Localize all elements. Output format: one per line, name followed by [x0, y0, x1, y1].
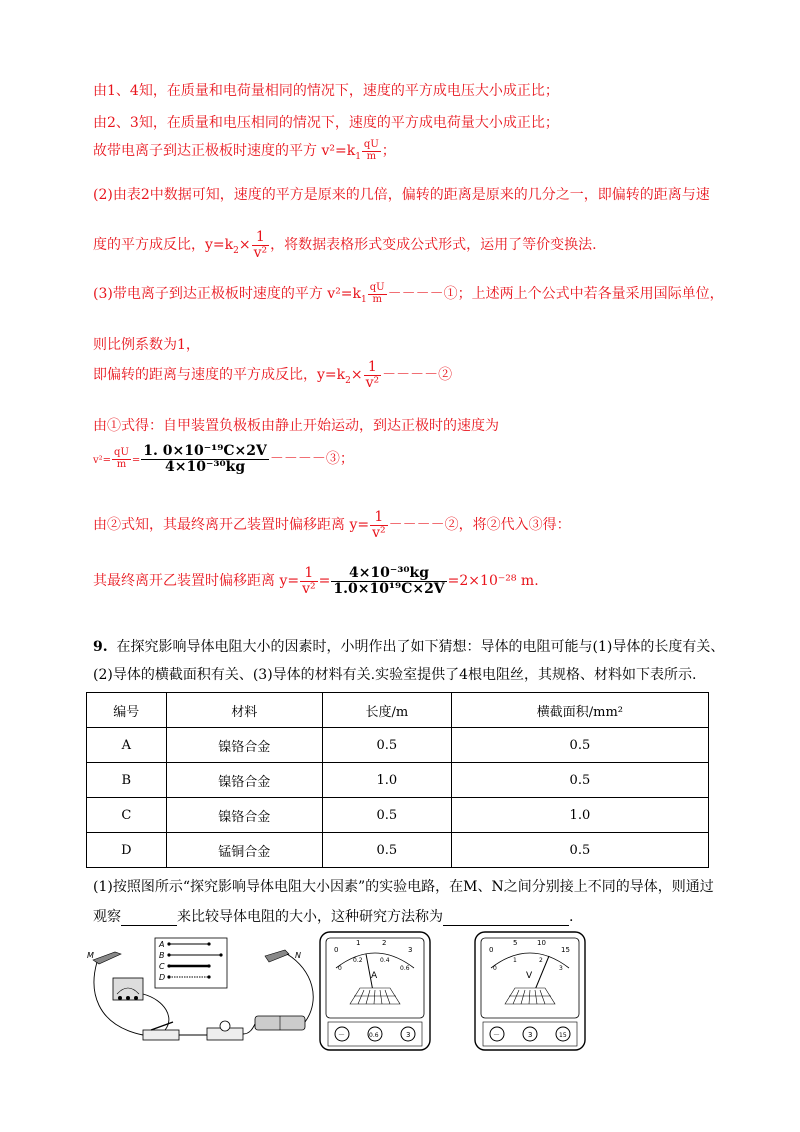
voltmeter-scale-top: 0	[489, 946, 494, 954]
solution-line-11	[93, 510, 571, 540]
solution-line-10	[93, 444, 354, 474]
wire-board-frame	[155, 938, 227, 988]
solution-line-5	[93, 230, 597, 260]
voltmeter-scale-bottom: 2	[539, 957, 543, 964]
ammeter-knob	[118, 996, 122, 1000]
line10-fraction-2	[141, 444, 269, 474]
solution-line-3	[93, 140, 396, 162]
line8-den: v²	[365, 374, 380, 391]
ammeter-scale-top: 3	[408, 946, 413, 954]
table-header: 横截面积/mm²	[451, 693, 708, 728]
sub-question-1-line-1: (1)按照图所示“探究影响导体电阻大小因素”的实验电路，在M、N之间分别接上不同的导体，则通过	[93, 879, 714, 895]
table-cell: D	[87, 833, 167, 868]
wire-node	[219, 953, 222, 956]
line11-den: v²	[372, 524, 386, 541]
ammeter-knob	[126, 996, 130, 1000]
voltmeter-terminal-label: 3	[528, 1031, 533, 1039]
circuit-wire	[243, 1024, 255, 1034]
ammeter-terminal-label: 0.6	[369, 1032, 379, 1039]
answer-blank-1[interactable]	[121, 909, 177, 926]
line6-num: qU	[369, 282, 385, 293]
line5-num: 1	[252, 230, 270, 246]
line8-num: 1	[364, 360, 382, 376]
line8-times: ×	[350, 367, 363, 384]
voltmeter-terminal-label: －	[493, 1031, 500, 1039]
solution-line-4: (2)由表2中数据可知，速度的平方是原来的几倍，偏转的距离是原来的几分之一，即偏转的距离与速	[93, 187, 710, 203]
table-header-row	[87, 693, 709, 728]
sub-question-1-line-2	[93, 906, 573, 926]
solution-line-12	[93, 566, 539, 596]
line10-fraction-1	[112, 448, 131, 470]
wire-label: D	[159, 973, 166, 982]
table-header: 材料	[166, 693, 322, 728]
line3-den: m	[366, 150, 377, 162]
question-number: 9.	[93, 639, 108, 655]
table-row	[87, 763, 709, 798]
line11-suffix: －－－－②，将②代入③得：	[388, 517, 571, 534]
circuit-wire	[287, 954, 313, 1022]
line10-f1-den: m	[116, 458, 127, 470]
voltmeter	[475, 932, 585, 1050]
line12-suffix: =2×10⁻²⁸ m.	[447, 573, 539, 590]
table-cell: 0.5	[451, 763, 708, 798]
line3-prefix: 故带电离子到达正极板时速度的平方 v²=k	[93, 143, 356, 159]
ammeter-scale-top: 2	[382, 939, 387, 947]
sub1-text-b: 来比较导体电阻的大小，这种研究方法称为	[177, 909, 443, 925]
line10-prefix: v²=	[93, 455, 112, 467]
ammeter-terminal-label: －	[338, 1031, 345, 1039]
line11-fraction	[370, 510, 388, 540]
table-cell: 0.5	[451, 833, 708, 868]
table-cell: 镍铬合金	[166, 798, 322, 833]
line5-prefix: 度的平方成反比，y=k	[93, 237, 234, 254]
experiment-figure	[85, 930, 605, 1060]
line8-suffix: －－－－②	[382, 367, 453, 384]
ammeter-scale-bottom: 0.4	[380, 957, 390, 964]
wire-node	[207, 964, 210, 967]
wire-node	[167, 953, 170, 956]
ammeter-scale-bottom: 0.2	[353, 957, 363, 964]
table-cell: 0.5	[322, 728, 451, 763]
line10-suffix: －－－－③；	[269, 451, 354, 468]
line8-prefix: 即偏转的距离与速度的平方成反比，y=k	[93, 367, 346, 384]
table-cell: 0.5	[322, 833, 451, 868]
ammeter-unit: A	[371, 971, 378, 981]
line3-fraction	[362, 140, 381, 162]
line5-den: v²	[253, 244, 268, 261]
line8-sub: 2	[345, 375, 351, 386]
line10-f2-num: 1. 0×10⁻¹⁹C×2V	[143, 443, 267, 459]
line12-f2-den: 1.0×10¹⁹C×2V	[333, 580, 445, 597]
line10-f1-num: qU	[114, 447, 129, 459]
line5-suffix: ，将数据表格形式变成公式形式，运用了等价变换法.	[270, 237, 597, 254]
table-cell: 1.0	[322, 763, 451, 798]
line3-num: qU	[363, 139, 379, 150]
ammeter-scale-top: 0	[334, 946, 339, 954]
line5-sub: 2	[233, 245, 239, 256]
table-cell: 0.5	[451, 728, 708, 763]
table-cell: 镍铬合金	[166, 763, 322, 798]
line12-prefix: 其最终离开乙装置时偏移距离 y=	[93, 573, 300, 590]
wire-node	[207, 942, 210, 945]
wire-label: B	[159, 951, 165, 960]
line12-fraction-1	[300, 566, 318, 596]
table-cell: 1.0	[451, 798, 708, 833]
voltmeter-scale-bottom: 0	[493, 965, 497, 972]
voltmeter-scale-bottom: 1	[513, 957, 517, 964]
voltmeter-scale-top: 10	[537, 939, 546, 947]
table-cell: 镍铬合金	[166, 728, 322, 763]
switch-lever	[151, 1022, 173, 1030]
switch	[143, 1030, 179, 1040]
line5-fraction	[252, 230, 270, 260]
line10-f2-den: 4×10⁻³⁰kg	[165, 458, 246, 475]
table-row	[87, 798, 709, 833]
answer-blank-2[interactable]	[443, 909, 569, 926]
line12-eq: =	[318, 573, 331, 590]
line3-sub: 1	[355, 151, 361, 162]
voltmeter-unit: V	[526, 971, 533, 981]
table-header: 长度/m	[322, 693, 451, 728]
solution-line-2: 由2、3知，在质量和电压相同的情况下，速度的平方成电荷量大小成正比；	[93, 115, 559, 131]
bulb	[220, 1021, 230, 1031]
ammeter-scale-bottom: 0	[338, 965, 342, 972]
solution-line-7: 则比例系数为1，	[93, 337, 200, 353]
resistance-wire-board	[155, 938, 227, 988]
line11-prefix: 由②式知，其最终离开乙装置时偏移距离 y=	[93, 517, 370, 534]
line6-fraction	[368, 283, 387, 305]
solution-line-1: 由1、4知，在质量和电荷量相同的情况下，速度的平方成电压大小成正比；	[93, 83, 559, 99]
question-9-text-1	[93, 636, 724, 656]
sub1-text-a: 观察	[93, 909, 121, 925]
table-cell: A	[87, 728, 167, 763]
voltmeter-scale-top: 15	[561, 946, 570, 954]
question-text-1: 在探究影响导体电阻大小的因素时，小明作出了如下猜想：导体的电阻可能与(1)导体的长度有关、	[116, 639, 725, 655]
solution-line-8	[93, 360, 452, 390]
line11-num: 1	[370, 510, 388, 526]
wire-node	[167, 964, 170, 967]
line12-f1-num: 1	[300, 566, 318, 582]
wire-node	[207, 975, 210, 978]
line12-f1-den: v²	[302, 580, 316, 597]
terminal-n-label: N	[295, 951, 301, 960]
wire-label: C	[159, 962, 165, 971]
clip-n	[265, 950, 289, 962]
ammeter-knob	[134, 996, 138, 1000]
line5-times: ×	[238, 237, 251, 254]
line6-sub: 1	[361, 294, 367, 305]
sub1-text-c: .	[569, 909, 574, 925]
ammeter	[320, 932, 430, 1050]
table-cell: 锰铜合金	[166, 833, 322, 868]
table-row	[87, 728, 709, 763]
table-row	[87, 833, 709, 868]
terminal-m-label: M	[87, 951, 94, 960]
ammeter-scale-top: 1	[356, 939, 361, 947]
voltmeter-scale-top: 5	[513, 939, 518, 947]
ammeter-terminal-label: 3	[406, 1031, 411, 1039]
table-cell: 0.5	[322, 798, 451, 833]
solution-line-9: 由①式得：自甲装置负极板由静止开始运动，到达正极时的速度为	[93, 418, 499, 434]
question-9-text-2: (2)导体的横截面积有关、(3)导体的材料有关.实验室提供了4根电阻丝，其规格、材料如下表所示.	[93, 667, 697, 683]
line3-suffix: ；	[381, 143, 396, 159]
table-cell: C	[87, 798, 167, 833]
wire-node	[167, 975, 170, 978]
line12-f2-num: 4×10⁻³⁰kg	[331, 566, 446, 582]
line8-fraction	[364, 360, 382, 390]
line10-eq: =	[131, 455, 141, 467]
line12-fraction-2	[331, 566, 446, 596]
line6-suffix: －－－－①；上述两上个公式中若各量采用国际单位，	[387, 286, 724, 302]
wire-label: A	[159, 940, 165, 949]
resistor-spec-table	[86, 692, 709, 868]
line6-prefix: (3)带电离子到达正极板时速度的平方 v²=k	[93, 286, 362, 302]
solution-line-6	[93, 283, 724, 305]
voltmeter-terminal-label: 15	[559, 1032, 567, 1039]
wire-node	[167, 942, 170, 945]
table-cell: B	[87, 763, 167, 798]
voltmeter-scale-bottom: 3	[559, 965, 563, 972]
ammeter-scale-bottom: 0.6	[400, 965, 410, 972]
line6-den: m	[372, 293, 382, 305]
table-header: 编号	[87, 693, 167, 728]
